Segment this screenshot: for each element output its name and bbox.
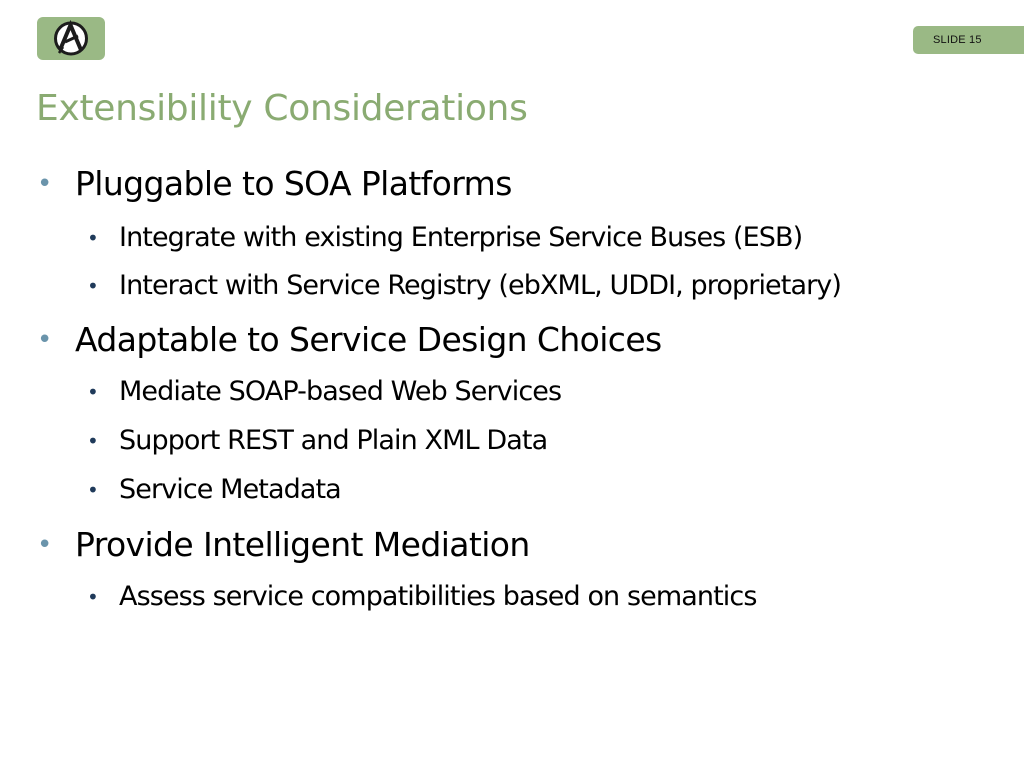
sub-bullet-integrate-esb xyxy=(87,221,803,255)
bullet-dot-icon: • xyxy=(37,325,52,355)
bullet-dot-icon: • xyxy=(37,169,52,199)
bullet-adaptable xyxy=(37,320,662,360)
sub-bullet-text: Integrate with existing Enterprise Service Buses (ESB) xyxy=(119,222,803,253)
sub-bullet-dot-icon: • xyxy=(87,380,98,404)
sub-bullet-support-rest xyxy=(87,424,548,458)
slide-number-badge: SLIDE 15 xyxy=(913,26,1024,54)
bullet-text: Adaptable to Service Design Choices xyxy=(75,320,662,359)
sub-bullet-mediate-soap xyxy=(87,375,562,409)
sub-bullet-text: Assess service compatibilities based on semantics xyxy=(119,581,757,612)
sub-bullet-text: Interact with Service Registry (ebXML, UDDI, proprietary) xyxy=(119,270,841,301)
bullet-dot-icon: • xyxy=(37,530,52,560)
sub-bullet-dot-icon: • xyxy=(87,429,98,453)
sub-bullet-dot-icon: • xyxy=(87,585,98,609)
sub-bullet-text: Service Metadata xyxy=(119,474,341,505)
sub-bullet-service-metadata xyxy=(87,473,341,507)
sub-bullet-text: Support REST and Plain XML Data xyxy=(119,425,548,456)
sub-bullet-assess-compatibilities xyxy=(87,580,757,614)
sub-bullet-dot-icon: • xyxy=(87,226,98,250)
bullet-pluggable xyxy=(37,164,512,204)
sub-bullet-service-registry xyxy=(87,269,841,303)
sub-bullet-dot-icon: • xyxy=(87,274,98,298)
bullet-intelligent-mediation xyxy=(37,525,530,565)
sub-bullet-dot-icon: • xyxy=(87,478,98,502)
bullet-text: Provide Intelligent Mediation xyxy=(75,525,530,564)
slide-title: Extensibility Considerations xyxy=(36,88,528,129)
bullet-text: Pluggable to SOA Platforms xyxy=(75,164,512,203)
sub-bullet-text: Mediate SOAP-based Web Services xyxy=(119,376,562,407)
